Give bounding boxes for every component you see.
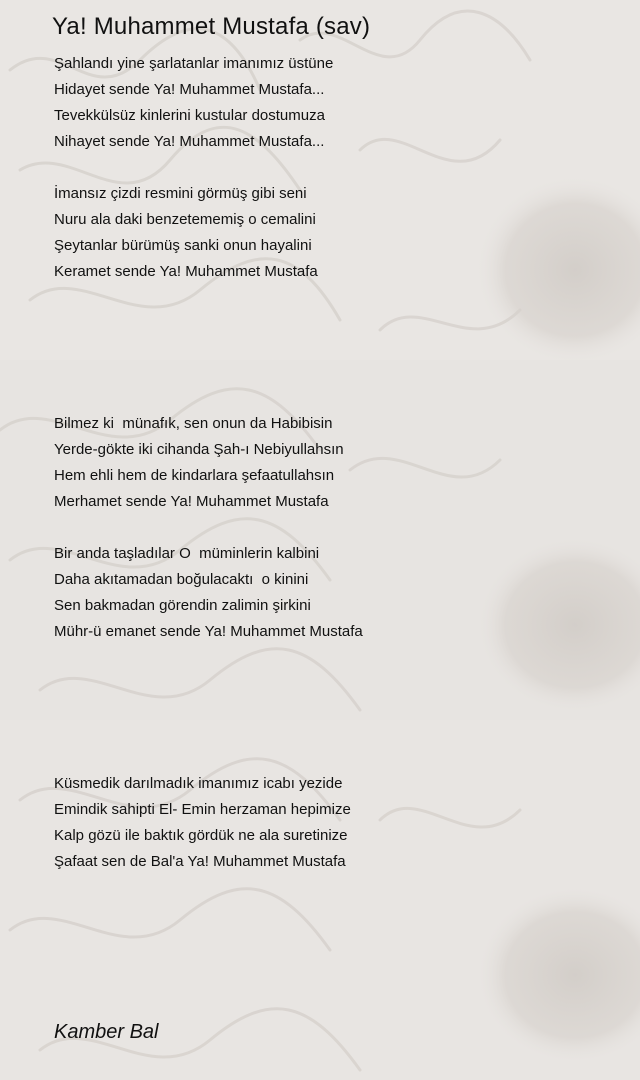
poem-line: Merhamet sende Ya! Muhammet Mustafa bbox=[54, 493, 329, 510]
poem-author: Kamber Bal bbox=[54, 1021, 159, 1043]
poem-line: Yerde-gökte iki cihanda Şah-ı Nebiyullahsın bbox=[54, 441, 344, 458]
poem-line: Nuru ala daki benzetememiş o cemalini bbox=[54, 211, 316, 228]
poem-line: Tevekkülsüz kinlerini kustular dostumuza bbox=[54, 107, 325, 124]
poem-line: Keramet sende Ya! Muhammet Mustafa bbox=[54, 263, 318, 280]
poem-line: Hem ehli hem de kindarlara şefaatullahsın bbox=[54, 467, 335, 484]
stanza-2 bbox=[54, 181, 318, 285]
poem-line: Emindik sahipti El- Emin herzaman hepimize bbox=[54, 801, 351, 818]
poem-line: Küsmedik darılmadık imanımız icabı yezide bbox=[54, 775, 343, 792]
poem-line: Nihayet sende Ya! Muhammet Mustafa... bbox=[54, 133, 325, 150]
poem-title: Ya! Muhammet Mustafa (sav) bbox=[52, 13, 371, 40]
stanza-3 bbox=[54, 411, 344, 515]
stanza-1 bbox=[54, 51, 333, 155]
poem-line: Kalp gözü ile baktık gördük ne ala suretinize bbox=[54, 827, 348, 844]
stanza-5 bbox=[54, 771, 351, 875]
poem-line: Şeytanlar bürümüş sanki onun hayalini bbox=[54, 237, 312, 254]
stanza-4 bbox=[54, 541, 363, 645]
poem-line: Şahlandı yine şarlatanlar imanımız üstüne bbox=[54, 55, 334, 72]
poem-line: İmansız çizdi resmini görmüş gibi seni bbox=[54, 185, 307, 202]
poem-line: Daha akıtamadan boğulacaktı o kinini bbox=[54, 571, 309, 588]
poem-line: Bir anda taşladılar O müminlerin kalbini bbox=[54, 545, 320, 562]
poem-line: Sen bakmadan görendin zalimin şirkini bbox=[54, 597, 311, 614]
poem-line: Bilmez ki münafık, sen onun da Habibisin bbox=[54, 415, 333, 432]
poem-line: Şafaat sen de Bal'a Ya! Muhammet Mustafa bbox=[54, 853, 346, 870]
poem-line: Hidayet sende Ya! Muhammet Mustafa... bbox=[54, 81, 325, 98]
poem-line: Mühr-ü emanet sende Ya! Muhammet Mustafa bbox=[54, 623, 363, 640]
